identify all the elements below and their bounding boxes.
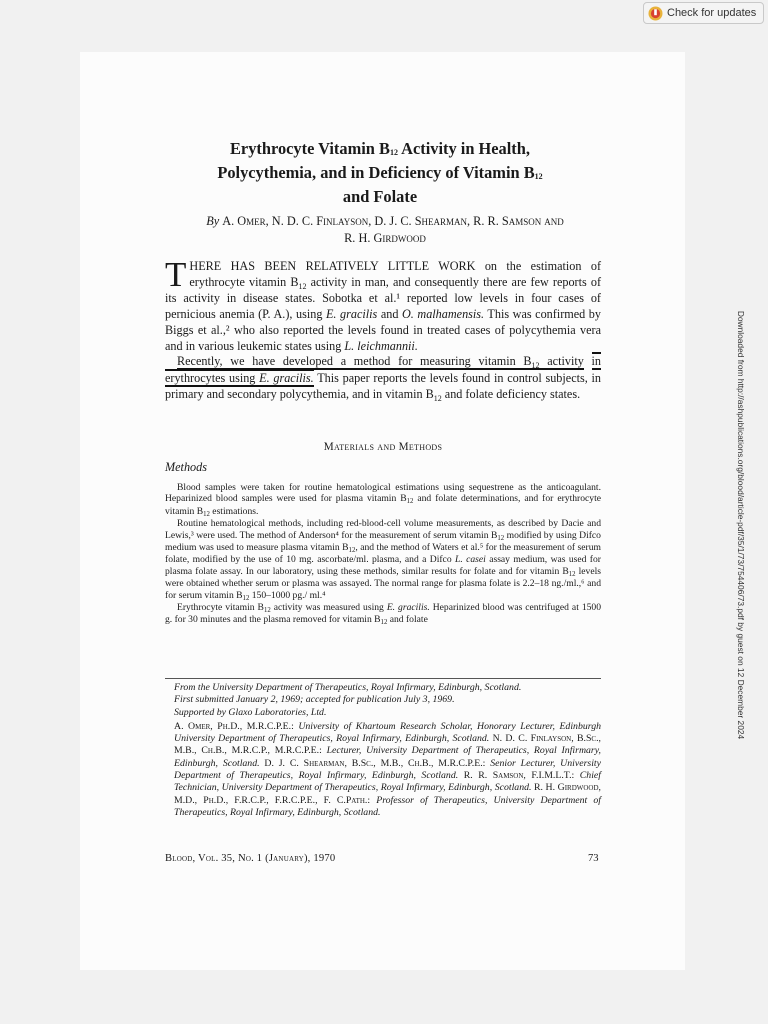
crossmark-icon: [648, 6, 663, 21]
methods-paragraph: Blood samples were taken for routine hematological estimations using sequestrene as the anticoagulant. Heparinized blood samples were used for plasma vitamin $B_{12}$ and folate determinations, and for erythrocyte vitamin $B_{12}$ estimations.: [165, 482, 602, 518]
highlighted-sentence: Recently, we have developed a method for measuring vitamin $B_{12}$ activity: [177, 354, 584, 371]
intro-paragraph-1: THERE HAS BEEN RELATIVELY LITTLE WORK on the estimation of erythrocyte vitamin $B_{12}$ activity in man, and consequently there are few reports of its activity in disease states. Sobotka et al.¹ reported low levels in four cases of pernicious anemia (P. A.), using E. gracilis and O. malhamensis. This was confirmed by Biggs et al.,² who also reported the levels found in treated cases of polycythemia vera and in various leukemic states using L. leichmannii.: [165, 255, 601, 353]
check-for-updates-label: Check for updates: [667, 7, 757, 19]
author-credentials: A. Omer, Ph.D., M.R.C.P.E.: University of Khartoum Research Scholar, Honorary Lecturer, Edinburgh University Department of Therapeutics, Royal Infirmary, Edinburgh, Scotland. N. D. C. Finlayson, B.Sc., M.B., Ch.B., M.R.C.P., M.R.C.P.E.: Lecturer, University Department of Therapeutics, Royal Infirmary, Edinburgh, Scotland. D. J. C. Shearman, B.Sc., M.B., Ch.B., M.R.C.P.E.: Senior Lecturer, University Department of Therapeutics, Royal Infirmary, Edinburgh, Scotland. R. R. Samson, F.I.M.L.T.: Chief Technician, University Department of Therapeutics, Royal Infirmary, Edinburgh, Scotland. R. H. Girdwood, M.D., Ph.D., F.R.C.P., F.R.C.P.E., F. C.Path.: Professor of Therapeutics, University Department of Therapeutics, Royal Infirmary, Edinburgh, Scotland.: [174, 720, 601, 818]
methods-paragraph: Routine hematological methods, including red-blood-cell volume measurements, as described by Dacie and Lewis,³ were used. The method of Anderson⁴ for the measurement of serum vitamin $B_{12}$ modified by using Difco medium was used to measure plasma vitamin $B_{12}$, and the method of Waters et al.⁵ for the measurement of serum folate, modified by the use of 10 mg. ascorbate/ml. plasma, and a Difco L. casei assay medium, was used for plasma folate assay. In our laboratory, using these methods, similar results for folate and for vitamin $B_{12}$ levels were obtained whether serum or plasma was assayed. The normal range for plasma folate is 2.2–18 ng./ml.,⁶ and for serum vitamin $B_{12}$ 150–1000 pg./ ml.⁴: [165, 518, 602, 602]
footnotes: [174, 682, 601, 819]
journal-citation: Blood, Vol. 35, No. 1 (January), 1970: [165, 853, 336, 864]
intro-paragraph-2: Recently, we have developed a method for measuring vitamin $B_{12}$ activity in erythrocytes using E. gracilis. This paper reports the levels found in control subjects, in primary and secondary polycythemia, and in vitamin $B_{12}$ and folate deficiency states.: [165, 354, 602, 403]
section-heading: Materials and Methods: [323, 441, 443, 453]
article-title: Erythrocyte Vitamin $B_{12}$ Activity in Health, Polycythemia, and in Deficiency of Vitamin $B_{12}$ and Folate: [217, 139, 543, 206]
footnote-divider: [165, 678, 601, 679]
methods-paragraph: Erythrocyte vitamin $B_{12}$ activity was measured using E. gracilis. Heparinized blood was centrifuged at 1500 g. for 30 minutes and the plasma removed for vitamin $B_{12}$ and folate: [165, 602, 602, 627]
support-note: Supported by Glaxo Laboratories, Ltd.: [174, 706, 327, 718]
author-list: By A. Omer, N. D. C. Finlayson, D. J. C. Shearman, R. R. Samson and R. H. Girdwood: [206, 214, 564, 245]
download-watermark: Downloaded from http://ashpublications.org/blood/article-pdf/35/1/73/754406/73.pdf by guest on 12 December 2024: [736, 310, 746, 740]
highlighted-sentence-cont: in erythrocytes using E. gracilis.: [165, 354, 602, 385]
submission-note: First submitted January 2, 1969; accepted for publication July 3, 1969.: [174, 694, 455, 706]
drop-cap: T: [165, 255, 187, 294]
subsection-heading: Methods: [165, 460, 207, 474]
check-for-updates-button[interactable]: [643, 2, 764, 24]
affiliation-note: From the University Department of Therapeutics, Royal Infirmary, Edinburgh, Scotland.: [174, 682, 522, 693]
page-number: 73: [588, 853, 599, 864]
methods-body: [165, 482, 601, 627]
introduction: [165, 255, 602, 403]
